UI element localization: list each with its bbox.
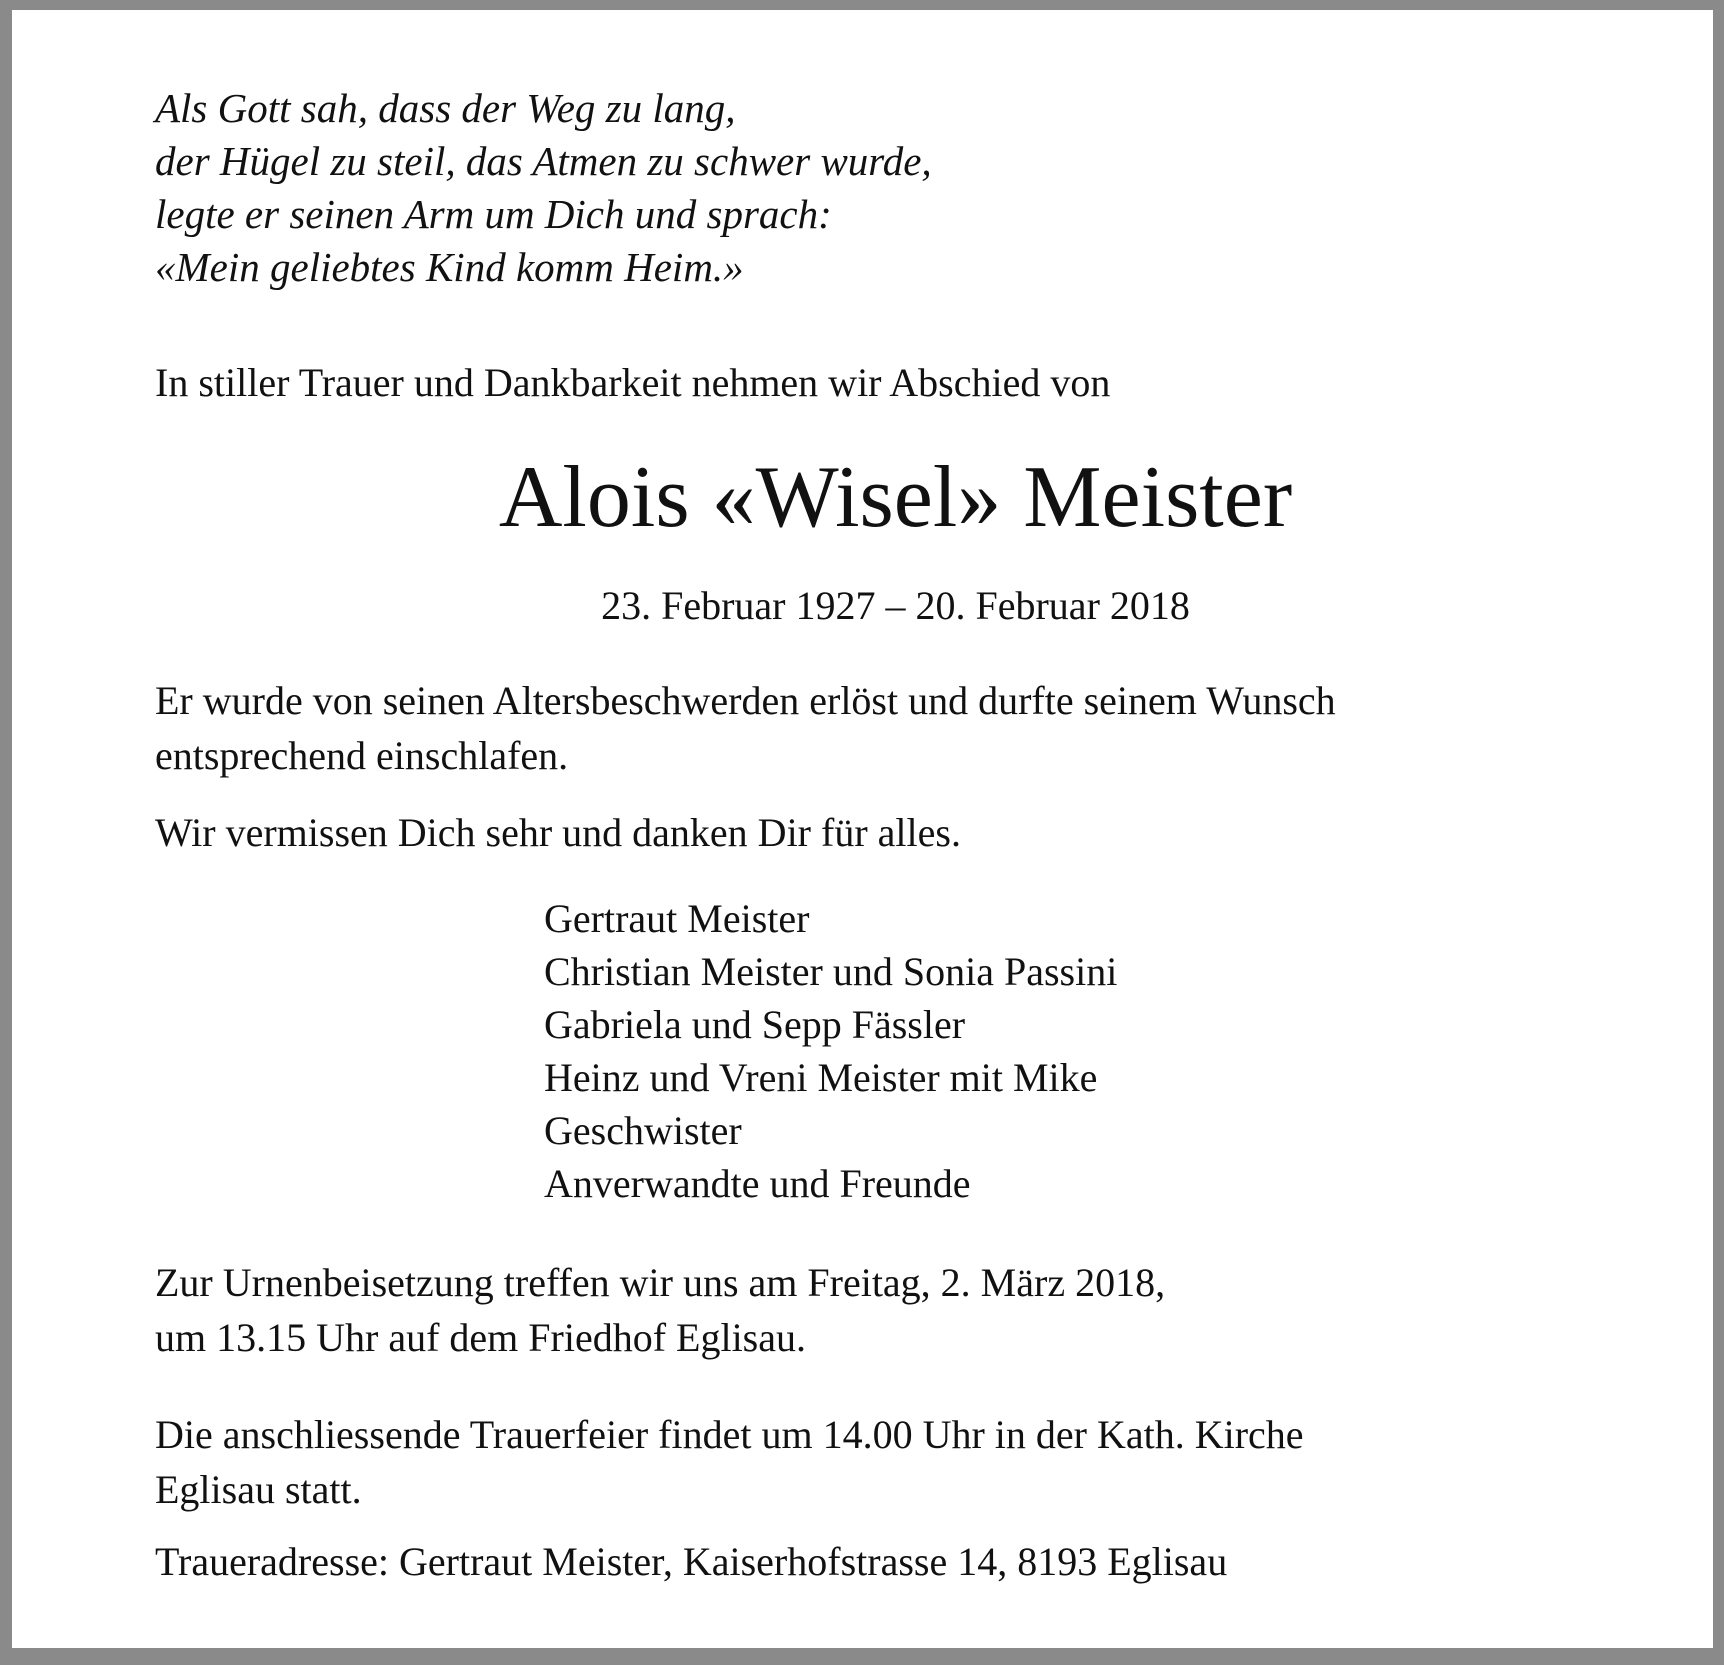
message-line: entsprechend einschlafen. xyxy=(155,733,569,778)
service-paragraph xyxy=(155,1407,1605,1517)
mourner-item: Anverwandte und Freunde xyxy=(544,1161,971,1206)
motto-line: der Hügel zu steil, das Atmen zu schwer wurde, xyxy=(155,138,932,184)
motto-poem xyxy=(155,82,932,294)
mourner-item: Christian Meister und Sonia Passini xyxy=(544,949,1118,994)
thanks-paragraph: Wir vermissen Dich sehr und danken Dir für alles. xyxy=(155,810,961,855)
mourners-list xyxy=(544,892,1117,1210)
mourner-item: Gertraut Meister xyxy=(544,896,810,941)
service-line: Eglisau statt. xyxy=(155,1467,362,1512)
mourner-item: Geschwister xyxy=(544,1108,742,1153)
message-paragraph xyxy=(155,673,1605,783)
obituary-page xyxy=(12,10,1713,1648)
burial-line: Zur Urnenbeisetzung treffen wir uns am Freitag, 2. März 2018, xyxy=(155,1260,1166,1305)
service-line: Die anschliessende Trauerfeier findet um 14.00 Uhr in der Kath. Kirche xyxy=(155,1412,1304,1457)
motto-line: «Mein geliebtes Kind komm Heim.» xyxy=(155,244,744,290)
life-dates: 23. Februar 1927 – 20. Februar 2018 xyxy=(601,583,1190,628)
mourner-item: Gabriela und Sepp Fässler xyxy=(544,1002,966,1047)
motto-line: Als Gott sah, dass der Weg zu lang, xyxy=(155,85,736,131)
burial-line: um 13.15 Uhr auf dem Friedhof Eglisau. xyxy=(155,1315,806,1360)
mourner-item: Heinz und Vreni Meister mit Mike xyxy=(544,1055,1098,1100)
motto-line: legte er seinen Arm um Dich und sprach: xyxy=(155,191,832,237)
deceased-name: Alois «Wisel» Meister xyxy=(498,449,1293,546)
message-line: Er wurde von seinen Altersbeschwerden erlöst und durfte seinem Wunsch xyxy=(155,678,1336,723)
intro-text: In stiller Trauer und Dankbarkeit nehmen wir Abschied von xyxy=(155,360,1111,405)
mourning-address: Traueradresse: Gertraut Meister, Kaiserhofstrasse 14, 8193 Eglisau xyxy=(155,1539,1228,1584)
burial-paragraph xyxy=(155,1255,1605,1365)
